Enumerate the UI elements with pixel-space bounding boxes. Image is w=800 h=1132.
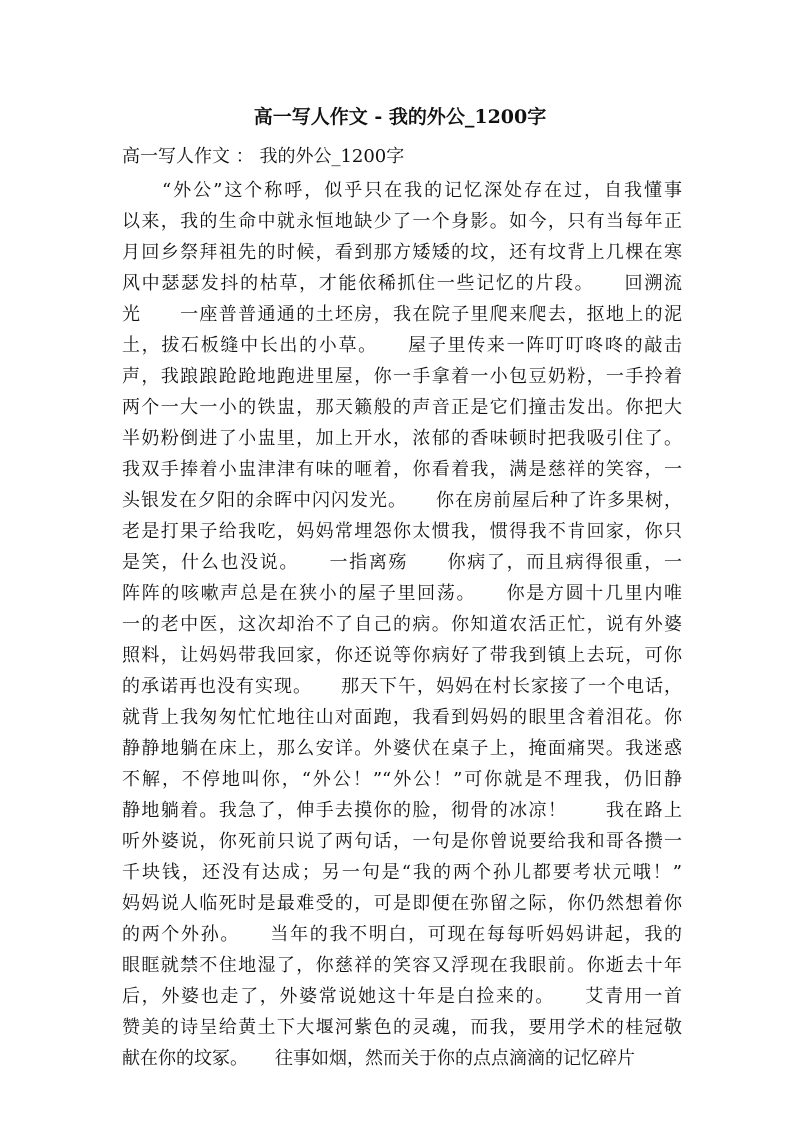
page-title: 高一写人作文 - 我的外公_1200字 <box>253 106 547 128</box>
body-line: 后，外婆也走了，外婆常说她这十年是白捡来的。 艾青用一首 <box>122 986 682 1007</box>
body-line: 就背上我匆匆忙忙地往山对面跑，我看到妈妈的眼里含着泪花。你 <box>122 707 682 728</box>
body-line: 照料，让妈妈带我回家，你还说等你病好了带我到镇上去玩，可你 <box>122 645 682 666</box>
body-line: 土，拔石板缝中长出的小草。 屋子里传来一阵叮叮咚咚的敲击 <box>122 335 682 356</box>
body-line: 赞美的诗呈给黄土下大堰河紫色的灵魂，而我，要用学术的桂冠敬 <box>122 1017 682 1038</box>
body-line: 千块钱，还没有达成；另一句是“我的两个孙儿都要考状元哦！” <box>122 862 682 883</box>
body-line: 风中瑟瑟发抖的枯草，才能依稀抓住一些记忆的片段。 回溯流 <box>122 273 682 294</box>
body-line: 一的老中医，这次却治不了自己的病。你知道农活正忙，说有外婆 <box>122 614 682 635</box>
body-line: 声，我踉踉跄跄地跑进里屋，你一手拿着一小包豆奶粉，一手拎着 <box>122 366 682 387</box>
body-line: 以来，我的生命中就永恒地缺少了一个身影。如今，只有当每年正 <box>122 211 682 232</box>
body-line: 老是打果子给我吃，妈妈常埋怨你太惯我，惯得我不肯回家，你只 <box>122 521 682 542</box>
body-line: 半奶粉倒进了小盅里，加上开水，浓郁的香味顿时把我吸引住了。 <box>122 428 682 449</box>
body-line: 妈妈说人临死时是最难受的，可是即便在弥留之际，你仍然想着你 <box>122 893 682 914</box>
body-line: 眼眶就禁不住地湿了，你慈祥的笑容又浮现在我眼前。你逝去十年 <box>122 955 682 976</box>
body-line: 是笑，什么也没说。 一指离殇 你病了，而且病得很重，一 <box>122 552 682 573</box>
body-line: 不解，不停地叫你，“外公！”“外公！”可你就是不理我，仍旧静 <box>122 769 682 790</box>
body-line: 两个一大一小的铁盅，那天籁般的声音正是它们撞击发出。你把大 <box>122 397 682 418</box>
body-line: “外公”这个称呼，似乎只在我的记忆深处存在过，自我懂事 <box>122 180 682 201</box>
body-line: 听外婆说，你死前只说了两句话，一句是你曾说要给我和哥各攒一 <box>122 831 682 852</box>
body-line: 头银发在夕阳的余晖中闪闪发光。 你在房前屋后种了许多果树， <box>122 490 682 511</box>
body-line: 的两个外孙。 当年的我不明白，可现在每每听妈妈讲起，我的 <box>122 924 682 945</box>
article-body <box>122 175 682 1074</box>
body-line: 献在你的坟冢。 往事如烟，然而关于你的点点滴滴的记忆碎片 <box>122 1048 635 1069</box>
body-line: 光 一座普普通通的土坯房，我在院子里爬来爬去，抠地上的泥 <box>122 304 682 325</box>
body-line: 静地躺着。我急了，伸手去摸你的脸，彻骨的冰凉！ 我在路上 <box>122 800 682 821</box>
body-line: 阵阵的咳嗽声总是在狭小的屋子里回荡。 你是方圆十几里内唯 <box>122 583 682 604</box>
body-line: 静静地躺在床上，那么安详。外婆伏在桌子上，掩面痛哭。我迷惑 <box>122 738 682 759</box>
body-line: 月回乡祭拜祖先的时候，看到那方矮矮的坟，还有坟背上几棵在寒 <box>122 242 682 263</box>
body-line: 我双手捧着小盅津津有味的咂着，你看着我，满是慈祥的笑容，一 <box>122 459 682 480</box>
body-line: 的承诺再也没有实现。 那天下午，妈妈在村长家接了一个电话， <box>122 676 682 697</box>
document-subtitle: 高一写人作文 ： 我的外公_1200字 <box>122 146 405 167</box>
